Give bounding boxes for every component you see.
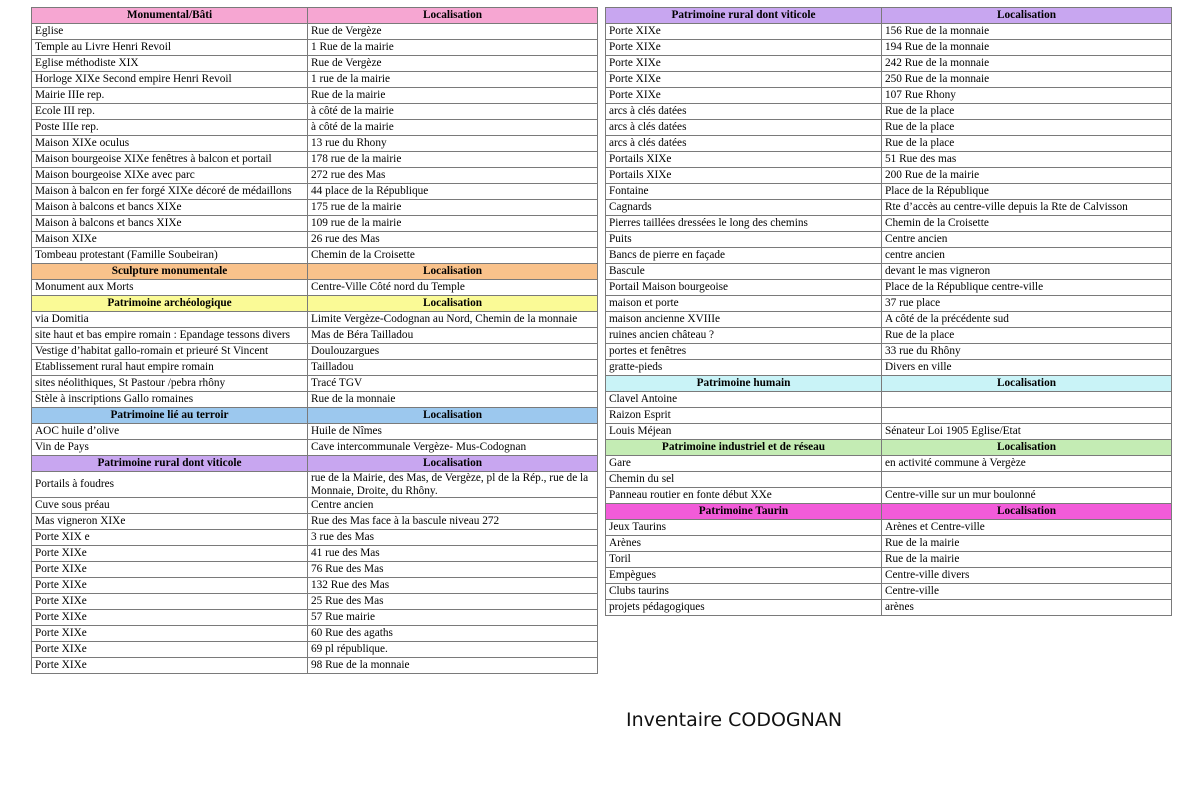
item-location: 175 rue de la mairie [308, 200, 598, 216]
item-location: Huile de Nîmes [308, 424, 598, 440]
table-row [606, 184, 1172, 200]
section-title: Monumental/Bâti [32, 8, 308, 24]
item-name: Fontaine [606, 184, 882, 200]
right-inventory-table [605, 7, 1172, 616]
item-location: 272 rue des Mas [308, 168, 598, 184]
item-location: Place de la République [882, 184, 1172, 200]
item-location: 13 rue du Rhony [308, 136, 598, 152]
item-location: rue de la Mairie, des Mas, de Vergèze, pl de la Rép., rue de la Monnaie, Droite, du Rhôny. [308, 472, 598, 498]
table-row [32, 88, 598, 104]
item-name: Porte XIXe [32, 578, 308, 594]
table-row [32, 312, 598, 328]
table-row [606, 72, 1172, 88]
item-name: Monument aux Morts [32, 280, 308, 296]
item-name: Stèle à inscriptions Gallo romaines [32, 392, 308, 408]
table-row [606, 408, 1172, 424]
table-row [606, 600, 1172, 616]
item-name: portes et fenêtres [606, 344, 882, 360]
item-location [882, 408, 1172, 424]
table-row [32, 424, 598, 440]
item-location: Centre-ville [882, 584, 1172, 600]
section-header-monumental-bati [32, 8, 598, 24]
item-name: via Domitia [32, 312, 308, 328]
table-row [606, 552, 1172, 568]
section-location-header: Localisation [882, 8, 1172, 24]
table-row [606, 584, 1172, 600]
table-row [32, 562, 598, 578]
item-location: Arènes et Centre-ville [882, 520, 1172, 536]
item-name: Chemin du sel [606, 472, 882, 488]
table-row [32, 184, 598, 200]
item-name: Porte XIXe [32, 658, 308, 674]
item-name: Porte XIXe [32, 546, 308, 562]
table-row [606, 472, 1172, 488]
item-location: 41 rue des Mas [308, 546, 598, 562]
item-location: Rue de la mairie [882, 552, 1172, 568]
section-header-patrimoine-taurin [606, 504, 1172, 520]
item-name: Bancs de pierre en façade [606, 248, 882, 264]
item-name: Vestige d’habitat gallo-romain et prieuré St Vincent [32, 344, 308, 360]
item-location: 132 Rue des Mas [308, 578, 598, 594]
table-row [606, 360, 1172, 376]
section-header-patrimoine-lie-au-terroir [32, 408, 598, 424]
item-name: Temple au Livre Henri Revoil [32, 40, 308, 56]
table-row [606, 456, 1172, 472]
section-title: Patrimoine industriel et de réseau [606, 440, 882, 456]
table-row [606, 424, 1172, 440]
item-location: 44 place de la République [308, 184, 598, 200]
item-name: Gare [606, 456, 882, 472]
table-row [32, 24, 598, 40]
table-row [606, 248, 1172, 264]
item-location: Rue de la monnaie [308, 392, 598, 408]
section-location-header: Localisation [308, 296, 598, 312]
section-header-patrimoine-industriel-et-de-reseau [606, 440, 1172, 456]
table-row [606, 152, 1172, 168]
table-row [32, 626, 598, 642]
item-name: Eglise [32, 24, 308, 40]
section-title: Patrimoine lié au terroir [32, 408, 308, 424]
table-row [32, 120, 598, 136]
section-location-header: Localisation [882, 440, 1172, 456]
item-location: Place de la République centre-ville [882, 280, 1172, 296]
item-location: 57 Rue mairie [308, 610, 598, 626]
section-header-patrimoine-rural-dont-viticole [32, 456, 598, 472]
item-location: Centre-ville divers [882, 568, 1172, 584]
item-location: 26 rue des Mas [308, 232, 598, 248]
item-name: Portails à foudres [32, 472, 308, 498]
item-location: en activité commune à Vergèze [882, 456, 1172, 472]
item-name: Maison à balcons et bancs XIXe [32, 200, 308, 216]
table-row [32, 248, 598, 264]
table-row [606, 88, 1172, 104]
item-location: Rue des Mas face à la bascule niveau 272 [308, 514, 598, 530]
item-name: Clubs taurins [606, 584, 882, 600]
table-row [32, 200, 598, 216]
item-location: Chemin de la Croisette [308, 248, 598, 264]
table-row [32, 56, 598, 72]
table-row [32, 610, 598, 626]
item-name: Maison bourgeoise XIXe fenêtres à balcon et portail [32, 152, 308, 168]
item-location: 109 rue de la mairie [308, 216, 598, 232]
item-location: Centre ancien [882, 232, 1172, 248]
item-name: Eglise méthodiste XIX [32, 56, 308, 72]
table-row [606, 328, 1172, 344]
table-row [32, 72, 598, 88]
table-row [606, 40, 1172, 56]
item-location: Mas de Béra Tailladou [308, 328, 598, 344]
item-location: Sénateur Loi 1905 Eglise/Etat [882, 424, 1172, 440]
item-location: 25 Rue des Mas [308, 594, 598, 610]
item-name: Pierres taillées dressées le long des chemins [606, 216, 882, 232]
item-location: 33 rue du Rhôny [882, 344, 1172, 360]
table-row [606, 312, 1172, 328]
left-inventory-table [31, 7, 598, 674]
item-name: Tombeau protestant (Famille Soubeiran) [32, 248, 308, 264]
item-location: Tailladou [308, 360, 598, 376]
item-location: Divers en ville [882, 360, 1172, 376]
item-name: Panneau routier en fonte début XXe [606, 488, 882, 504]
item-name: Poste IIIe rep. [32, 120, 308, 136]
item-name: AOC huile d’olive [32, 424, 308, 440]
item-location [882, 472, 1172, 488]
table-row [32, 104, 598, 120]
table-row [32, 360, 598, 376]
item-location: 250 Rue de la monnaie [882, 72, 1172, 88]
item-location: Centre-ville sur un mur boulonné [882, 488, 1172, 504]
item-name: site haut et bas empire romain : Epandage tessons divers [32, 328, 308, 344]
section-title: Patrimoine rural dont viticole [32, 456, 308, 472]
item-location: Rue de la place [882, 136, 1172, 152]
table-row [32, 280, 598, 296]
item-location: Rue de la place [882, 104, 1172, 120]
item-name: Toril [606, 552, 882, 568]
table-row [606, 392, 1172, 408]
table-row [606, 520, 1172, 536]
table-row [606, 136, 1172, 152]
table-row [32, 546, 598, 562]
item-name: Porte XIXe [606, 72, 882, 88]
item-name: projets pédagogiques [606, 600, 882, 616]
section-title: Patrimoine humain [606, 376, 882, 392]
item-location: 1 Rue de la mairie [308, 40, 598, 56]
item-name: Porte XIXe [606, 40, 882, 56]
table-row [32, 658, 598, 674]
item-name: Vin de Pays [32, 440, 308, 456]
item-location: 1 rue de la mairie [308, 72, 598, 88]
item-location: 98 Rue de la monnaie [308, 658, 598, 674]
section-header-patrimoine-rural-dont-viticole [606, 8, 1172, 24]
table-row [606, 280, 1172, 296]
table-row [606, 344, 1172, 360]
table-row [606, 56, 1172, 72]
table-row [606, 536, 1172, 552]
item-location: à côté de la mairie [308, 120, 598, 136]
section-location-header: Localisation [308, 264, 598, 280]
section-header-sculpture-monumentale [32, 264, 598, 280]
item-location: Rte d’accès au centre-ville depuis la Rte de Calvisson [882, 200, 1172, 216]
section-header-patrimoine-archeologique [32, 296, 598, 312]
item-location: 76 Rue des Mas [308, 562, 598, 578]
section-title: Patrimoine Taurin [606, 504, 882, 520]
item-name: Horloge XIXe Second empire Henri Revoil [32, 72, 308, 88]
item-location: Centre-Ville Côté nord du Temple [308, 280, 598, 296]
right-table-body [606, 8, 1172, 616]
item-name: Porte XIXe [606, 24, 882, 40]
table-row [606, 200, 1172, 216]
table-row [606, 488, 1172, 504]
item-name: Porte XIXe [32, 562, 308, 578]
table-row [606, 296, 1172, 312]
item-location: Tracé TGV [308, 376, 598, 392]
table-row [32, 216, 598, 232]
item-name: arcs à clés datées [606, 120, 882, 136]
item-location: 107 Rue Rhony [882, 88, 1172, 104]
table-row [32, 392, 598, 408]
left-table-body [32, 8, 598, 674]
item-location: Cave intercommunale Vergèze- Mus-Codognan [308, 440, 598, 456]
item-location: centre ancien [882, 248, 1172, 264]
section-location-header: Localisation [308, 456, 598, 472]
table-row [32, 152, 598, 168]
item-location: Rue de la place [882, 120, 1172, 136]
item-name: Clavel Antoine [606, 392, 882, 408]
item-location: Centre ancien [308, 498, 598, 514]
item-name: Maison bourgeoise XIXe avec parc [32, 168, 308, 184]
item-name: Porte XIXe [32, 594, 308, 610]
item-location: arènes [882, 600, 1172, 616]
item-name: Mas vigneron XIXe [32, 514, 308, 530]
table-row [32, 530, 598, 546]
item-name: maison ancienne XVIIIe [606, 312, 882, 328]
item-location: 51 Rue des mas [882, 152, 1172, 168]
item-name: arcs à clés datées [606, 104, 882, 120]
section-title: Patrimoine archéologique [32, 296, 308, 312]
table-row [32, 344, 598, 360]
item-name: Etablissement rural haut empire romain [32, 360, 308, 376]
item-location: 194 Rue de la monnaie [882, 40, 1172, 56]
item-location [882, 392, 1172, 408]
item-location: Rue de Vergèze [308, 56, 598, 72]
item-name: Ecole III rep. [32, 104, 308, 120]
section-location-header: Localisation [882, 376, 1172, 392]
item-name: Empègues [606, 568, 882, 584]
item-name: Louis Méjean [606, 424, 882, 440]
table-row [606, 568, 1172, 584]
table-row [32, 232, 598, 248]
table-row [606, 120, 1172, 136]
table-row [32, 40, 598, 56]
item-name: Puits [606, 232, 882, 248]
item-location: Rue de Vergèze [308, 24, 598, 40]
item-location: Rue de la place [882, 328, 1172, 344]
item-name: maison et porte [606, 296, 882, 312]
item-location: 69 pl république. [308, 642, 598, 658]
item-location: A côté de la précédente sud [882, 312, 1172, 328]
section-title: Sculpture monumentale [32, 264, 308, 280]
table-row [32, 472, 598, 498]
item-location: 3 rue des Mas [308, 530, 598, 546]
table-row [606, 232, 1172, 248]
item-name: Porte XIX e [32, 530, 308, 546]
item-location: 200 Rue de la mairie [882, 168, 1172, 184]
table-row [606, 24, 1172, 40]
item-location: 156 Rue de la monnaie [882, 24, 1172, 40]
table-row [32, 498, 598, 514]
item-name: Porte XIXe [32, 642, 308, 658]
item-name: Maison XIXe [32, 232, 308, 248]
item-name: Bascule [606, 264, 882, 280]
item-name: Portails XIXe [606, 168, 882, 184]
table-row [606, 264, 1172, 280]
table-row [32, 328, 598, 344]
item-name: Portails XIXe [606, 152, 882, 168]
item-location: 37 rue place [882, 296, 1172, 312]
item-name: Porte XIXe [606, 88, 882, 104]
item-name: Maison à balcons et bancs XIXe [32, 216, 308, 232]
item-name: Arènes [606, 536, 882, 552]
item-name: Portail Maison bourgeoise [606, 280, 882, 296]
item-name: Mairie IIIe rep. [32, 88, 308, 104]
section-header-patrimoine-humain [606, 376, 1172, 392]
item-name: Cuve sous préau [32, 498, 308, 514]
document-title: Inventaire CODOGNAN [626, 709, 843, 731]
item-location: à côté de la mairie [308, 104, 598, 120]
table-row [32, 578, 598, 594]
item-name: arcs à clés datées [606, 136, 882, 152]
section-location-header: Localisation [308, 8, 598, 24]
table-row [32, 168, 598, 184]
item-location: Doulouzargues [308, 344, 598, 360]
item-location: Rue de la mairie [308, 88, 598, 104]
item-name: Maison à balcon en fer forgé XIXe décoré de médaillons [32, 184, 308, 200]
item-location: Limite Vergèze-Codognan au Nord, Chemin de la monnaie [308, 312, 598, 328]
table-row [606, 104, 1172, 120]
table-row [32, 642, 598, 658]
item-location: 242 Rue de la monnaie [882, 56, 1172, 72]
item-location: 178 rue de la mairie [308, 152, 598, 168]
item-name: Raizon Esprit [606, 408, 882, 424]
section-title: Patrimoine rural dont viticole [606, 8, 882, 24]
item-name: Porte XIXe [32, 626, 308, 642]
table-row [606, 168, 1172, 184]
section-location-header: Localisation [308, 408, 598, 424]
item-location: 60 Rue des agaths [308, 626, 598, 642]
table-row [32, 376, 598, 392]
item-name: Porte XIXe [32, 610, 308, 626]
item-name: sites néolithiques, St Pastour /pebra rhôny [32, 376, 308, 392]
table-row [32, 594, 598, 610]
table-row [32, 514, 598, 530]
item-name: Cagnards [606, 200, 882, 216]
item-name: Maison XIXe oculus [32, 136, 308, 152]
item-name: Porte XIXe [606, 56, 882, 72]
item-location: Chemin de la Croisette [882, 216, 1172, 232]
item-location: devant le mas vigneron [882, 264, 1172, 280]
table-row [32, 440, 598, 456]
section-location-header: Localisation [882, 504, 1172, 520]
item-name: ruines ancien château ? [606, 328, 882, 344]
table-row [32, 136, 598, 152]
item-location: Rue de la mairie [882, 536, 1172, 552]
table-row [606, 216, 1172, 232]
item-name: gratte-pieds [606, 360, 882, 376]
item-name: Jeux Taurins [606, 520, 882, 536]
